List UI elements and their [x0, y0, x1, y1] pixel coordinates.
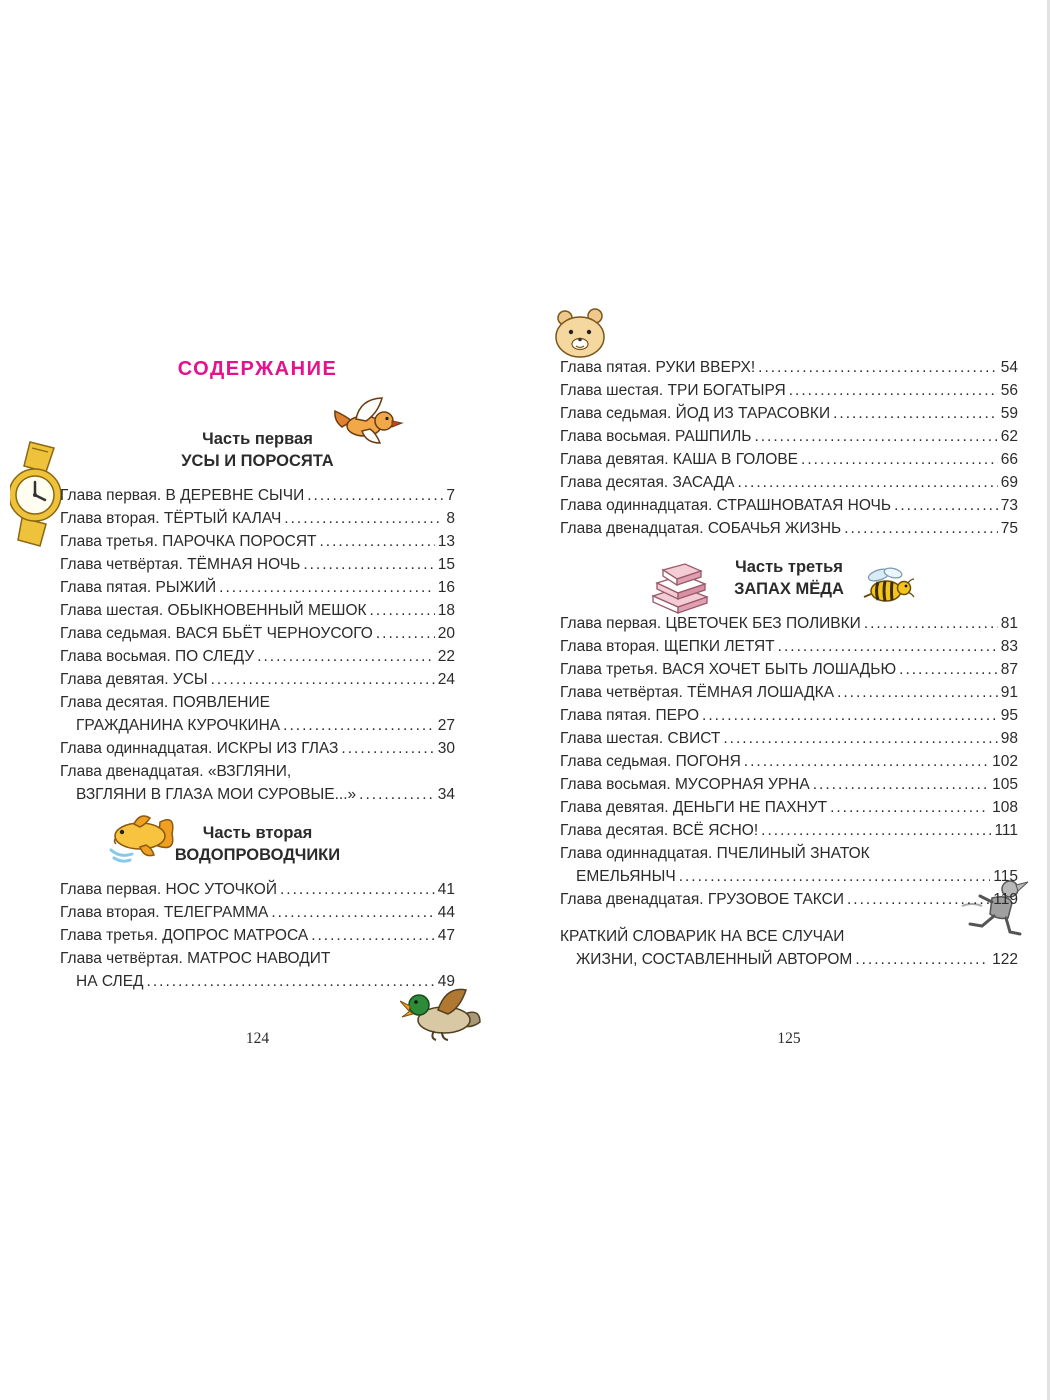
toc-entry — [560, 727, 1018, 750]
entry-text: Глава третья. ДОПРОС МАТРОСА — [60, 927, 309, 944]
dot-leader — [341, 737, 434, 760]
dot-leader — [271, 901, 434, 924]
entry-text: Глава двенадцатая. ГРУЗОВОЕ ТАКСИ — [560, 891, 844, 908]
toc-entry — [60, 947, 455, 993]
toc-entry — [560, 635, 1018, 658]
left-page-column — [60, 358, 455, 993]
dot-leader — [283, 714, 435, 737]
dot-leader — [894, 494, 998, 517]
toc-section — [60, 822, 455, 993]
toc-entry-line — [560, 750, 1018, 773]
toc-entry-line — [560, 471, 1018, 494]
entry-text: Глава восьмая. МУСОРНАЯ УРНА — [560, 776, 810, 793]
toc-entry-line — [560, 402, 1018, 425]
dot-leader — [307, 484, 443, 507]
toc-entry — [560, 402, 1018, 425]
dot-leader — [837, 681, 998, 704]
entry-page-number: 119 — [993, 891, 1018, 908]
entry-text: Глава одиннадцатая. ИСКРЫ ИЗ ГЛАЗ — [60, 740, 339, 757]
dot-leader — [303, 553, 434, 576]
dot-leader — [370, 599, 435, 622]
toc-entry — [60, 576, 455, 599]
entry-page-number: 66 — [1000, 451, 1018, 468]
toc-entry — [60, 901, 455, 924]
entry-text: Глава пятая. РЫЖИЙ — [60, 579, 217, 596]
toc-entry-line — [560, 925, 1018, 948]
dot-leader — [211, 668, 435, 691]
toc-entry-line — [60, 737, 455, 760]
contents-title: СОДЕРЖАНИЕ — [177, 358, 338, 380]
toc-entry-line — [60, 622, 455, 645]
entry-text: Глава четвёртая. ТЁМНАЯ НОЧЬ — [60, 556, 301, 573]
toc-entry-line — [560, 635, 1018, 658]
toc-entry — [560, 796, 1018, 819]
entry-text: Глава первая. ЦВЕТОЧЕК БЕЗ ПОЛИВКИ — [560, 615, 861, 632]
part-heading — [60, 428, 455, 472]
entry-page-number: 111 — [994, 822, 1018, 839]
toc-entry — [560, 658, 1018, 681]
dot-leader — [702, 704, 998, 727]
dot-leader — [844, 517, 998, 540]
toc-entry — [560, 517, 1018, 540]
entry-page-number: 47 — [437, 927, 455, 944]
toc-entry-line — [60, 484, 455, 507]
dot-leader — [754, 425, 997, 448]
dot-leader — [758, 356, 998, 379]
entry-text: ЕМЕЛЬЯНЫЧ — [576, 868, 676, 885]
entry-text: Глава первая. В ДЕРЕВНЕ СЫЧИ — [60, 487, 305, 504]
dot-leader — [359, 783, 435, 806]
entry-text: Глава четвёртая. МАТРОС НАВОДИТ — [60, 950, 331, 967]
entry-text: Глава пятая. ПЕРО — [560, 707, 700, 724]
entry-text: Глава вторая. ТЁРТЫЙ КАЛАЧ — [60, 510, 282, 527]
toc-entry-line — [560, 727, 1018, 750]
toc-entry-line — [60, 645, 455, 668]
entry-text: Глава третья. ВАСЯ ХОЧЕТ БЫТЬ ЛОШАДЬЮ — [560, 661, 897, 678]
dot-leader — [864, 612, 998, 635]
entry-text: Глава шестая. ОБЫКНОВЕННЫЙ МЕШОК — [60, 602, 367, 619]
entry-page-number: 69 — [1000, 474, 1018, 491]
part-label: Часть вторая — [202, 824, 313, 842]
toc-entry — [560, 379, 1018, 402]
entry-page-number: 15 — [437, 556, 455, 573]
toc-entry-line — [560, 658, 1018, 681]
entry-text: ЖИЗНИ, СОСТАВЛЕННЫЙ АВТОРОМ — [576, 951, 853, 968]
dot-leader — [833, 402, 998, 425]
entry-page-number: 41 — [437, 881, 455, 898]
toc-entry — [560, 471, 1018, 494]
entry-page-number: 62 — [1000, 428, 1018, 445]
toc-entry — [60, 645, 455, 668]
toc-entry — [560, 842, 1018, 888]
toc-entry-line — [560, 517, 1018, 540]
toc-entry-line — [60, 924, 455, 947]
toc-entry-line — [560, 796, 1018, 819]
dot-leader — [761, 819, 991, 842]
dot-leader — [219, 576, 435, 599]
toc-entry-line — [560, 773, 1018, 796]
entry-page-number: 30 — [437, 740, 455, 757]
entry-text: КРАТКИЙ СЛОВАРИК НА ВСЕ СЛУЧАИ — [560, 928, 845, 945]
entry-page-number: 87 — [1000, 661, 1018, 678]
entry-page-number: 7 — [446, 487, 455, 504]
entry-text: Глава шестая. СВИСТ — [560, 730, 721, 747]
entry-text: Глава вторая. ЩЕПКИ ЛЕТЯТ — [560, 638, 775, 655]
dot-leader — [284, 507, 443, 530]
entry-text: Глава седьмая. ПОГОНЯ — [560, 753, 741, 770]
toc-entry-line — [60, 668, 455, 691]
entry-text: Глава четвёртая. ТЁМНАЯ ЛОШАДКА — [560, 684, 835, 701]
dot-leader — [744, 750, 989, 773]
dot-leader — [723, 727, 997, 750]
entry-page-number: 16 — [437, 579, 455, 596]
dot-leader — [376, 622, 435, 645]
toc-entry-line — [560, 704, 1018, 727]
toc-entry-line — [60, 947, 455, 970]
toc-entry-line — [60, 783, 455, 806]
entry-page-number: 81 — [1000, 615, 1018, 632]
entry-text: Глава шестая. ТРИ БОГАТЫРЯ — [560, 382, 786, 399]
entry-page-number: 18 — [437, 602, 455, 619]
entry-text: ВЗГЛЯНИ В ГЛАЗА МОИ СУРОВЫЕ...» — [76, 786, 357, 803]
page-number-left: 124 — [245, 1030, 270, 1047]
entry-text: Глава вторая. ТЕЛЕГРАММА — [60, 904, 269, 921]
toc-entry — [60, 484, 455, 507]
toc-entry — [560, 819, 1018, 842]
dot-leader — [737, 471, 997, 494]
toc-entry-line — [560, 612, 1018, 635]
dot-leader — [899, 658, 998, 681]
toc-entry-line — [560, 356, 1018, 379]
entry-text: Глава восьмая. РАШПИЛЬ — [560, 428, 752, 445]
toc-entry-line — [60, 714, 455, 737]
dot-leader — [801, 448, 998, 471]
entry-text: Глава одиннадцатая. ПЧЕЛИНЫЙ ЗНАТОК — [560, 845, 870, 862]
entry-page-number: 8 — [446, 510, 455, 527]
entry-page-number: 91 — [1000, 684, 1018, 701]
entry-page-number: 122 — [992, 951, 1018, 968]
entry-text: НА СЛЕД — [76, 973, 144, 990]
dot-leader — [789, 379, 998, 402]
entry-page-number: 44 — [437, 904, 455, 921]
entry-text: Глава седьмая. ЙОД ИЗ ТАРАСОВКИ — [560, 405, 831, 422]
entry-page-number: 22 — [437, 648, 455, 665]
entry-text: Глава девятая. УСЫ — [60, 671, 208, 688]
toc-section — [60, 428, 455, 806]
entry-text: Глава третья. ПАРОЧКА ПОРОСЯТ — [60, 533, 317, 550]
part-heading — [560, 556, 1018, 600]
toc-section — [560, 356, 1018, 540]
entry-text: ГРАЖДАНИНА КУРОЧКИНА — [76, 717, 281, 734]
toc-entry-line — [560, 865, 1018, 888]
entry-text: Глава десятая. ВСЁ ЯСНО! — [560, 822, 759, 839]
toc-entry — [60, 737, 455, 760]
entry-page-number: 49 — [437, 973, 455, 990]
toc-entry-line — [560, 681, 1018, 704]
right-page-column — [560, 356, 1018, 971]
toc-entry — [60, 507, 455, 530]
part-title: ВОДОПРОВОДЧИКИ — [174, 846, 341, 864]
entry-text: Глава девятая. ДЕНЬГИ НЕ ПАХНУТ — [560, 799, 828, 816]
toc-entry — [560, 356, 1018, 379]
entry-text: Глава двенадцатая. СОБАЧЬЯ ЖИЗНЬ — [560, 520, 842, 537]
toc-sections-right — [560, 356, 1018, 971]
entry-page-number: 73 — [1000, 497, 1018, 514]
toc-entry-line — [560, 948, 1018, 971]
dot-leader — [257, 645, 435, 668]
toc-entry-line — [60, 599, 455, 622]
toc-section — [560, 556, 1018, 911]
dot-leader — [319, 530, 434, 553]
entry-page-number: 108 — [992, 799, 1018, 816]
toc-entry — [60, 622, 455, 645]
toc-entry — [60, 760, 455, 806]
entry-page-number: 98 — [1000, 730, 1018, 747]
entry-text: Глава девятая. КАША В ГОЛОВЕ — [560, 451, 799, 468]
toc-entry — [60, 878, 455, 901]
entry-page-number: 83 — [1000, 638, 1018, 655]
toc-entry-line — [60, 878, 455, 901]
entry-text: Глава пятая. РУКИ ВВЕРХ! — [560, 359, 756, 376]
toc-entry — [560, 925, 1018, 971]
toc-entry — [560, 888, 1018, 911]
toc-entry-line — [560, 425, 1018, 448]
toc-entry — [560, 704, 1018, 727]
toc-entry-line — [60, 576, 455, 599]
entry-page-number: 102 — [992, 753, 1018, 770]
toc-entry — [560, 750, 1018, 773]
page-number-right: 125 — [777, 1030, 801, 1047]
toc-entry-line — [60, 901, 455, 924]
entry-page-number: 27 — [437, 717, 455, 734]
entry-text: Глава одиннадцатая. СТРАШНОВАТАЯ НОЧЬ — [560, 497, 892, 514]
toc-entry-line — [60, 760, 455, 783]
entry-page-number: 20 — [437, 625, 455, 642]
entry-text: Глава седьмая. ВАСЯ БЬЁТ ЧЕРНОУСОГО — [60, 625, 373, 642]
entry-page-number: 115 — [993, 868, 1018, 885]
toc-entry — [60, 691, 455, 737]
toc-entry-line — [560, 819, 1018, 842]
part-heading — [60, 822, 455, 866]
hamster-icon — [550, 306, 612, 360]
toc-entry-line — [560, 888, 1018, 911]
toc-entry — [60, 553, 455, 576]
dot-leader — [855, 948, 989, 971]
toc-entry-line — [60, 970, 455, 993]
toc-entry-line — [60, 553, 455, 576]
toc-sections-left — [60, 428, 455, 993]
toc-entry — [560, 494, 1018, 517]
toc-entry — [560, 612, 1018, 635]
dot-leader — [813, 773, 989, 796]
toc-entry-line — [560, 379, 1018, 402]
entry-page-number: 54 — [1000, 359, 1018, 376]
part-label: Часть третья — [735, 558, 843, 576]
entry-text: Глава двенадцатая. «ВЗГЛЯНИ, — [60, 763, 292, 780]
part-title: ЗАПАХ МЁДА — [734, 580, 844, 598]
part-label: Часть первая — [202, 430, 313, 448]
entry-text: Глава восьмая. ПО СЛЕДУ — [60, 648, 255, 665]
toc-entry-line — [60, 691, 455, 714]
toc-entry — [560, 773, 1018, 796]
dot-leader — [147, 970, 435, 993]
toc-entry — [60, 599, 455, 622]
entry-page-number: 95 — [1000, 707, 1018, 724]
entry-text: Глава десятая. ЗАСАДА — [560, 474, 735, 491]
entry-page-number: 75 — [1000, 520, 1018, 537]
dot-leader — [311, 924, 435, 947]
toc-entry — [60, 668, 455, 691]
entry-text: Глава десятая. ПОЯВЛЕНИЕ — [60, 694, 270, 711]
part-title: УСЫ И ПОРОСЯТА — [181, 452, 334, 470]
toc-entry — [560, 448, 1018, 471]
toc-entry — [560, 681, 1018, 704]
toc-entry-line — [560, 842, 1018, 865]
toc-entry-line — [60, 507, 455, 530]
dot-leader — [280, 878, 435, 901]
dot-leader — [778, 635, 998, 658]
toc-entry-line — [560, 494, 1018, 517]
dot-leader — [830, 796, 989, 819]
toc-entry — [560, 425, 1018, 448]
entry-text: Глава первая. НОС УТОЧКОЙ — [60, 881, 277, 898]
toc-section — [560, 925, 1018, 971]
toc-entry-line — [60, 530, 455, 553]
dot-leader — [847, 888, 990, 911]
toc-entry — [60, 924, 455, 947]
dot-leader — [679, 865, 991, 888]
entry-page-number: 34 — [437, 786, 455, 803]
entry-page-number: 56 — [1000, 382, 1018, 399]
entry-page-number: 13 — [437, 533, 455, 550]
toc-entry-line — [560, 448, 1018, 471]
entry-page-number: 59 — [1000, 405, 1018, 422]
entry-page-number: 105 — [992, 776, 1018, 793]
toc-entry — [60, 530, 455, 553]
entry-page-number: 24 — [437, 671, 455, 688]
